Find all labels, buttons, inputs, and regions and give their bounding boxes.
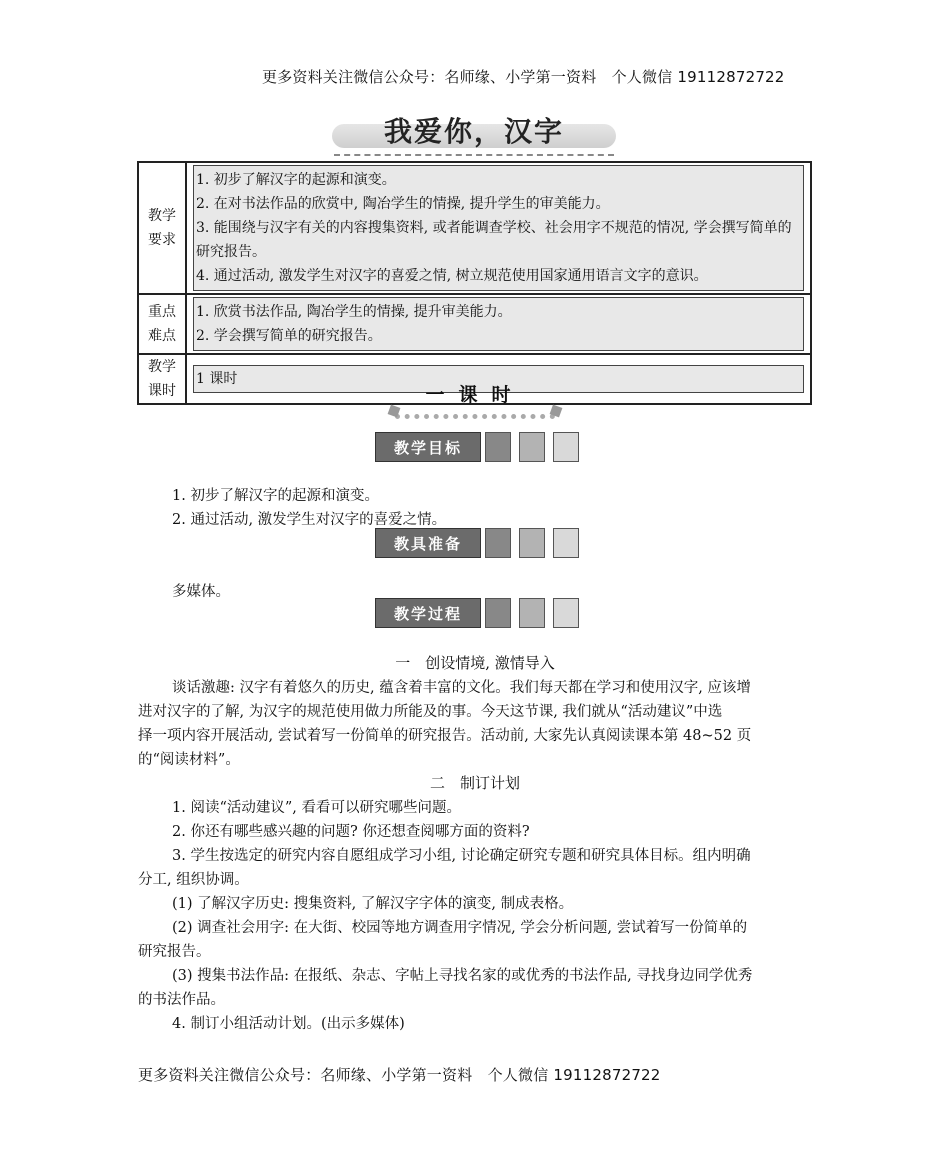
paragraph-line: (1) 了解汉字历史: 搜集资料, 了解汉字字体的演变, 制成表格。 [172, 896, 574, 912]
banner-square [485, 432, 511, 462]
title-divider [334, 154, 614, 156]
paragraph-line: 研究报告。 [138, 944, 211, 960]
document-title-banner [332, 108, 616, 160]
list-item: 1. 欣赏书法作品, 陶冶学生的情操, 提升审美能力。 [196, 304, 512, 320]
banner-square [519, 528, 545, 558]
lesson-dots [395, 414, 555, 419]
objective-item: 2. 通过活动, 激发学生对汉字的喜爱之情。 [172, 512, 447, 528]
list-item: 3. 能围绕与汉字有关的内容搜集资料, 或者能调查学校、社会用字不规范的情况, 学会撰写简单的研究报告。 [196, 220, 792, 260]
table-row [138, 162, 811, 294]
banner-square [553, 528, 579, 558]
list-item: 4. 通过活动, 激发学生对汉字的喜爱之情, 树立规范使用国家通用语言文字的意识。 [196, 268, 708, 284]
paragraph-line: 分工, 组织协调。 [138, 872, 249, 888]
tools-label: 教具准备 [375, 528, 481, 558]
row-label-key-points [138, 294, 186, 354]
paragraph-line: 2. 你还有哪些感兴趣的问题? 你还想查阅哪方面的资料? [172, 824, 530, 840]
section-heading: 一 创设情境, 激情导入 [395, 654, 555, 672]
paragraph-line: 1. 阅读“活动建议”, 看看可以研究哪些问题。 [172, 800, 461, 816]
table-row [138, 294, 811, 354]
list-item: 1 课时 [196, 371, 238, 387]
banner-square [519, 432, 545, 462]
row-content [186, 162, 811, 294]
objective-item: 1. 初步了解汉字的起源和演变。 [172, 488, 379, 504]
requirements-table [137, 161, 812, 405]
banner-square [553, 432, 579, 462]
banner-square [553, 598, 579, 628]
paragraph-line: 的“阅读材料”。 [138, 752, 240, 768]
paragraph-line: 4. 制订小组活动计划。(出示多媒体) [172, 1016, 405, 1032]
list-item: 2. 学会撰写简单的研究报告。 [196, 328, 382, 344]
row-label-text: 重点 难点 [148, 304, 176, 344]
lesson-heading [385, 380, 565, 426]
row-label-text: 教学 课时 [148, 359, 176, 399]
paragraph-line: 3. 学生按选定的研究内容自愿组成学习小组, 讨论确定研究专题和研究具体目标。组内明确 [172, 848, 751, 864]
footer-note: 更多资料关注微信公众号：名师缘、小学第一资料 个人微信 19112872722 [138, 1066, 661, 1084]
header-note: 更多资料关注微信公众号：名师缘、小学第一资料 个人微信 19112872722 [262, 68, 785, 86]
list-item: 1. 初步了解汉字的起源和演变。 [196, 172, 396, 188]
paragraph-line: 择一项内容开展活动, 尝试着写一份简单的研究报告。活动前, 大家先认真阅读课本第 48~52 页 [138, 728, 752, 744]
paragraph-line: 进对汉字的了解, 为汉字的规范使用做力所能及的事。今天这节课, 我们就从“活动建议”中选 [138, 704, 723, 720]
paragraph-line: 的书法作品。 [138, 992, 225, 1008]
document-title: 我爱你，汉字 [383, 115, 564, 148]
process-label: 教学过程 [375, 598, 481, 628]
row-label-text: 教学 要求 [148, 208, 176, 248]
row-content [186, 294, 811, 354]
objectives-label: 教学目标 [375, 432, 481, 462]
banner-square [485, 598, 511, 628]
list-item: 2. 在对书法作品的欣赏中, 陶冶学生的情操, 提升学生的审美能力。 [196, 196, 610, 212]
paragraph-line: 谈话激趣: 汉字有着悠久的历史, 蕴含着丰富的文化。我们每天都在学习和使用汉字, 应该增 [172, 680, 751, 696]
tools-text: 多媒体。 [172, 584, 230, 600]
paragraph-line: (3) 搜集书法作品: 在报纸、杂志、字帖上寻找名家的或优秀的书法作品, 寻找身边同学优秀 [172, 968, 753, 984]
lesson-label: 一课时 [425, 384, 525, 406]
row-label-hours [138, 354, 186, 404]
banner-square [485, 528, 511, 558]
paragraph-line: (2) 调查社会用字: 在大街、校园等地方调查用字情况, 学会分析问题, 尝试着写一份简单的 [172, 920, 748, 936]
row-label-requirements [138, 162, 186, 294]
section-heading: 二 制订计划 [429, 774, 520, 792]
banner-square [519, 598, 545, 628]
